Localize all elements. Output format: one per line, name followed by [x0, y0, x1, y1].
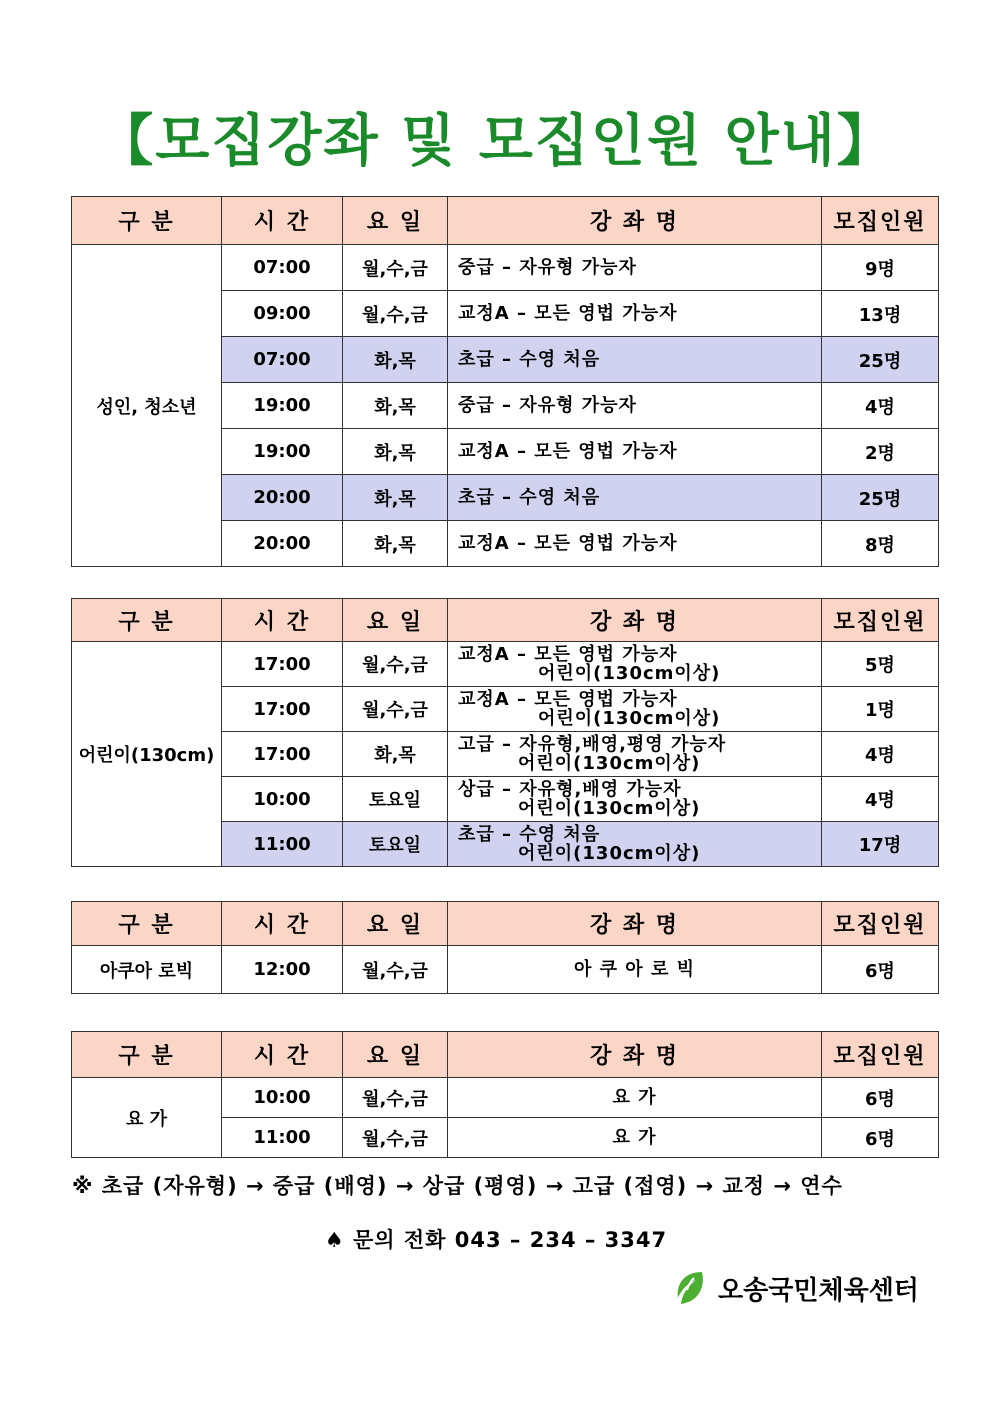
course-cell: 요 가 [448, 1078, 822, 1118]
course-main: 고급 – 자유형,배영,평영 가능자 [458, 734, 727, 755]
days-cell: 월,수,금 [343, 245, 448, 291]
time-cell: 19:00 [222, 383, 343, 429]
header-days: 요 일 [343, 902, 448, 946]
course-cell [448, 687, 822, 732]
header-days: 요 일 [343, 599, 448, 642]
header-time: 시 간 [222, 599, 343, 642]
header-course: 강 좌 명 [448, 1032, 822, 1078]
header-time: 시 간 [222, 902, 343, 946]
course-sub: 어린이(130cm이상) [518, 753, 701, 774]
days-cell: 토요일 [343, 777, 448, 822]
days-cell: 화,목 [343, 429, 448, 475]
course-cell: 교정A – 모든 영법 가능자 [448, 521, 822, 567]
days-cell: 화,목 [343, 732, 448, 777]
days-cell: 화,목 [343, 521, 448, 567]
time-cell: 07:00 [222, 245, 343, 291]
header-count: 모집인원 [822, 599, 939, 642]
days-cell: 화,목 [343, 383, 448, 429]
header-category: 구 분 [72, 197, 222, 245]
course-cell: 교정A – 모든 영법 가능자 [448, 291, 822, 337]
course-cell: 아 쿠 아 로 빅 [448, 946, 822, 994]
time-cell: 11:00 [222, 1118, 343, 1158]
count-cell: 2명 [822, 429, 939, 475]
course-main: 교정A – 모든 영법 가능자 [458, 689, 678, 710]
contact-phone: ♠ 문의 전화 043 – 234 – 3347 [324, 1228, 668, 1252]
course-cell [448, 642, 822, 687]
header-course: 강 좌 명 [448, 902, 822, 946]
days-cell: 월,수,금 [343, 1078, 448, 1118]
count-cell: 4명 [822, 732, 939, 777]
schedule-table-children [71, 598, 939, 867]
days-cell: 토요일 [343, 822, 448, 867]
course-main: 초급 – 수영 처음 [458, 824, 601, 845]
table-header-row [72, 599, 939, 642]
category-cell: 요 가 [72, 1078, 222, 1158]
course-cell: 요 가 [448, 1118, 822, 1158]
header-category: 구 분 [72, 599, 222, 642]
header-category: 구 분 [72, 1032, 222, 1078]
time-cell: 20:00 [222, 475, 343, 521]
header-count: 모집인원 [822, 197, 939, 245]
header-category: 구 분 [72, 902, 222, 946]
course-main: 상급 – 자유형,배영 가능자 [458, 779, 682, 800]
header-count: 모집인원 [822, 1032, 939, 1078]
course-cell [448, 732, 822, 777]
count-cell: 13명 [822, 291, 939, 337]
course-cell: 초급 – 수영 처음 [448, 337, 822, 383]
count-cell: 6명 [822, 1118, 939, 1158]
course-cell: 중급 – 자유형 가능자 [448, 383, 822, 429]
header-time: 시 간 [222, 197, 343, 245]
course-cell: 교정A – 모든 영법 가능자 [448, 429, 822, 475]
days-cell: 월,수,금 [343, 291, 448, 337]
count-cell: 9명 [822, 245, 939, 291]
days-cell: 화,목 [343, 475, 448, 521]
count-cell: 4명 [822, 777, 939, 822]
days-cell: 월,수,금 [343, 946, 448, 994]
time-cell: 11:00 [222, 822, 343, 867]
time-cell: 10:00 [222, 1078, 343, 1118]
schedule-table-aqua [71, 901, 939, 994]
time-cell: 09:00 [222, 291, 343, 337]
count-cell: 17명 [822, 822, 939, 867]
time-cell: 12:00 [222, 946, 343, 994]
days-cell: 화,목 [343, 337, 448, 383]
count-cell: 5명 [822, 642, 939, 687]
course-sub: 어린이(130cm이상) [538, 708, 721, 729]
header-days: 요 일 [343, 197, 448, 245]
header-course: 강 좌 명 [448, 197, 822, 245]
time-cell: 20:00 [222, 521, 343, 567]
header-days: 요 일 [343, 1032, 448, 1078]
level-progression-note: ※ 초급 (자유형) → 중급 (배영) → 상급 (평영) → 고급 (접영) → 교정 → 연수 [72, 1174, 843, 1198]
time-cell: 10:00 [222, 777, 343, 822]
time-cell: 07:00 [222, 337, 343, 383]
count-cell: 25명 [822, 337, 939, 383]
center-name: 오송국민체육센터 [718, 1275, 919, 1306]
table-header-row [72, 902, 939, 946]
header-course: 강 좌 명 [448, 599, 822, 642]
course-cell [448, 822, 822, 867]
days-cell: 월,수,금 [343, 642, 448, 687]
category-cell: 성인, 청소년 [72, 245, 222, 567]
page-title: 【모집강좌 및 모집인원 안내】 [97, 109, 895, 174]
table-header-row [72, 1032, 939, 1078]
header-time: 시 간 [222, 1032, 343, 1078]
days-cell: 월,수,금 [343, 1118, 448, 1158]
course-cell [448, 777, 822, 822]
days-cell: 월,수,금 [343, 687, 448, 732]
time-cell: 19:00 [222, 429, 343, 475]
time-cell: 17:00 [222, 642, 343, 687]
course-main: 교정A – 모든 영법 가능자 [458, 644, 678, 665]
category-cell: 어린이(130cm) [72, 642, 222, 867]
count-cell: 1명 [822, 687, 939, 732]
table-row [72, 642, 939, 687]
center-logo [672, 1268, 919, 1308]
header-count: 모집인원 [822, 902, 939, 946]
table-row [72, 946, 939, 994]
category-cell: 아쿠아 로빅 [72, 946, 222, 994]
table-row [72, 1078, 939, 1118]
table-row [72, 245, 939, 291]
leaf-logo-icon [672, 1268, 712, 1308]
schedule-table-yoga [71, 1031, 939, 1158]
course-cell: 중급 – 자유형 가능자 [448, 245, 822, 291]
count-cell: 8명 [822, 521, 939, 567]
course-sub: 어린이(130cm이상) [518, 798, 701, 819]
count-cell: 4명 [822, 383, 939, 429]
table-header-row [72, 197, 939, 245]
schedule-table-adults [71, 196, 939, 567]
course-sub: 어린이(130cm이상) [538, 663, 721, 684]
course-sub: 어린이(130cm이상) [518, 843, 701, 864]
time-cell: 17:00 [222, 687, 343, 732]
count-cell: 6명 [822, 946, 939, 994]
count-cell: 6명 [822, 1078, 939, 1118]
count-cell: 25명 [822, 475, 939, 521]
course-cell: 초급 – 수영 처음 [448, 475, 822, 521]
time-cell: 17:00 [222, 732, 343, 777]
